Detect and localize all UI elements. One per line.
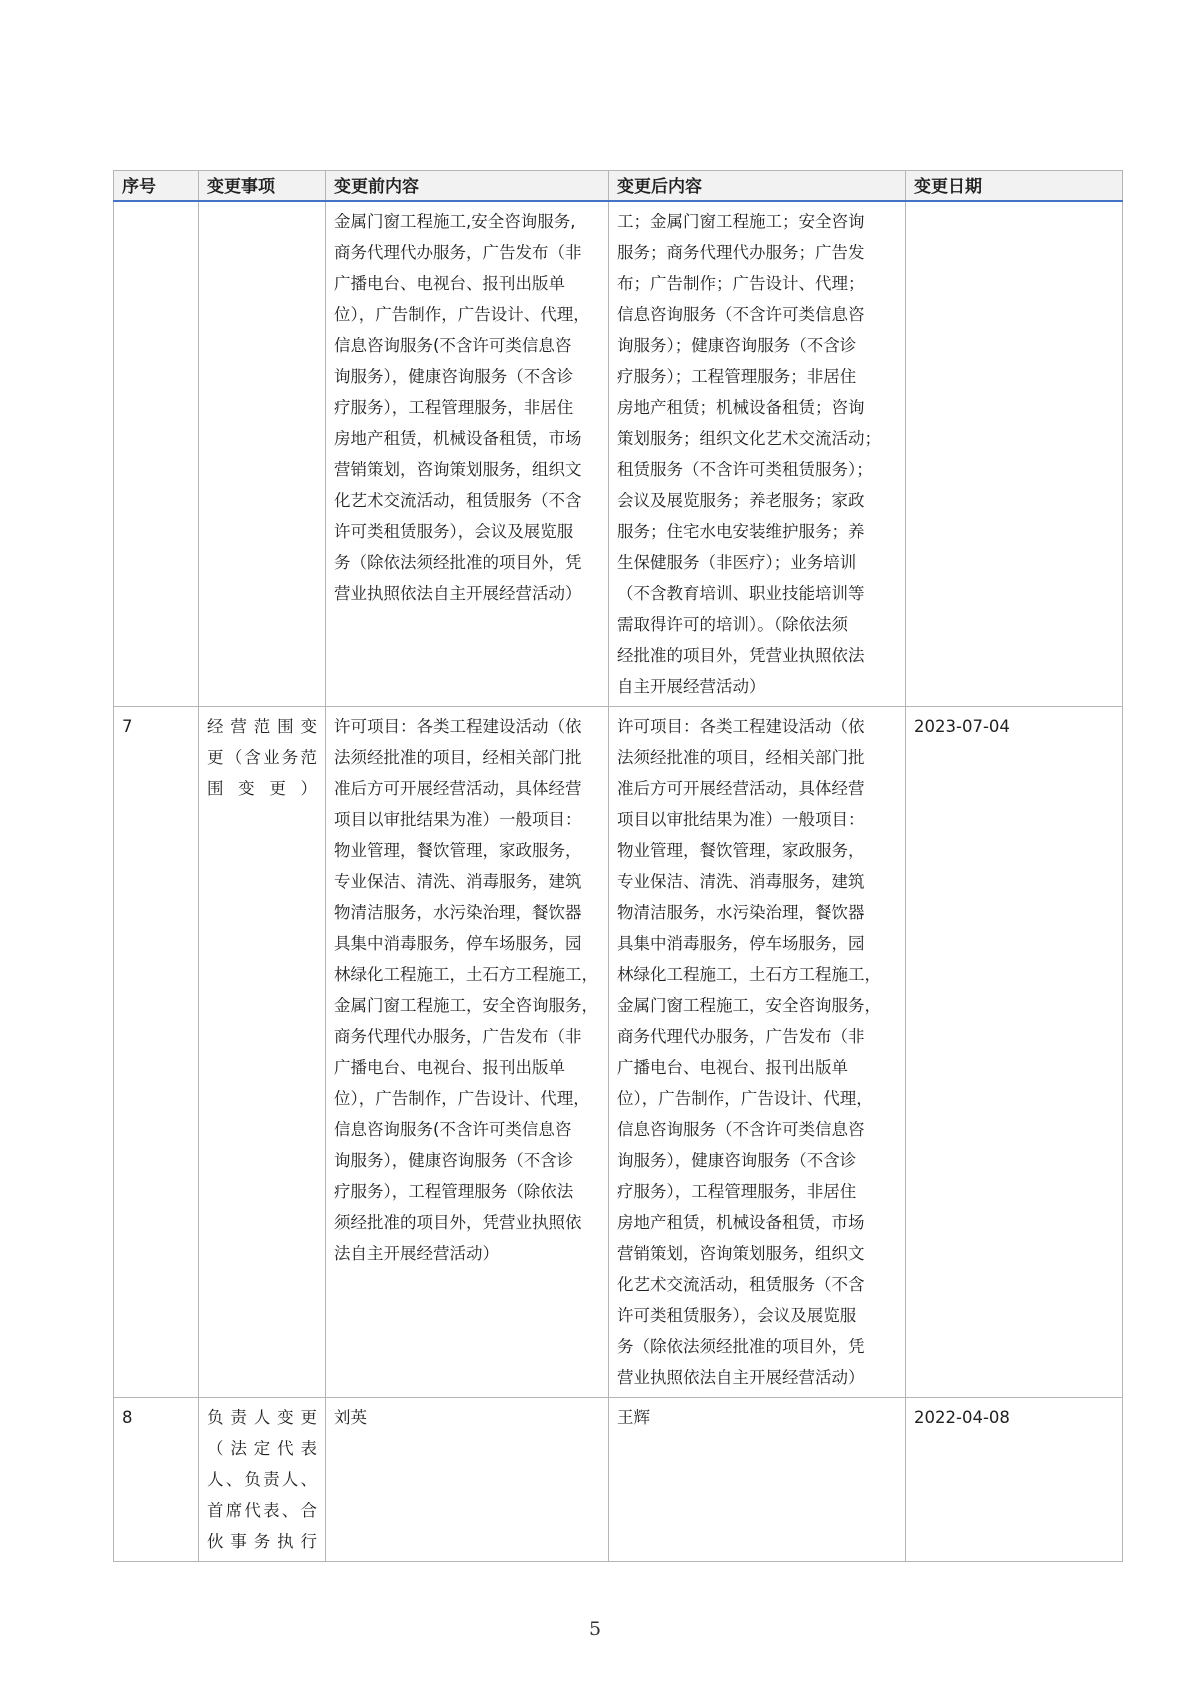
page-number: 5 bbox=[588, 1618, 602, 1640]
change-item-cell: 负责人变更 （法定代表 人、负责人、 首席代表、合 伙事务执行 bbox=[199, 1398, 326, 1562]
table-row bbox=[114, 201, 1123, 707]
table-row bbox=[114, 1398, 1123, 1562]
change-date-cell: 2023-07-04 bbox=[906, 707, 1123, 1398]
header-serial-number: 序号 bbox=[114, 171, 199, 202]
header-change-item: 变更事项 bbox=[199, 171, 326, 202]
header-change-date: 变更日期 bbox=[906, 171, 1123, 202]
change-date-cell: 2022-04-08 bbox=[906, 1398, 1123, 1562]
content-before-cell: 金属门窗工程施工,安全咨询服务, 商务代理代办服务，广告发布（非 广播电台、电视台、报刊出版单 位），广告制作，广告设计、代理， 信息咨询服务(不含许可类信息咨 询服务），健康咨询服务（不含诊 疗服务），工程管理服务，非居住 房地产租赁，机械设备租赁，市场 营销策划，咨询策划服务，组织文 化艺术交流活动，租赁服务（不含 许可类租赁服务），会议及展览服 务（除依法须经批准的项目外，凭 营业执照依法自主开展经营活动） bbox=[326, 201, 609, 707]
serial-number-cell bbox=[114, 201, 199, 707]
content-after-cell: 王辉 bbox=[609, 1398, 906, 1562]
change-record-table bbox=[113, 170, 1123, 1562]
serial-number-cell: 7 bbox=[114, 707, 199, 1398]
change-date-cell bbox=[906, 201, 1123, 707]
content-before-cell: 许可项目：各类工程建设活动（依 法须经批准的项目，经相关部门批 准后方可开展经营活动，具体经营 项目以审批结果为准）一般项目： 物业管理，餐饮管理，家政服务， 专业保洁、清洗、消毒服务，建筑 物清洁服务，水污染治理，餐饮器 具集中消毒服务，停车场服务，园 林绿化工程施工，土石方工程施工， 金属门窗工程施工，安全咨询服务， 商务代理代办服务，广告发布（非 广播电台、电视台、报刊出版单 位），广告制作，广告设计、代理， 信息咨询服务(不含许可类信息咨 询服务），健康咨询服务（不含诊 疗服务），工程管理服务（除依法 须经批准的项目外，凭营业执照依 法自主开展经营活动） bbox=[326, 707, 609, 1398]
serial-number-cell: 8 bbox=[114, 1398, 199, 1562]
content-before-cell: 刘英 bbox=[326, 1398, 609, 1562]
table-header-row bbox=[114, 171, 1123, 202]
table-row bbox=[114, 707, 1123, 1398]
header-content-before: 变更前内容 bbox=[326, 171, 609, 202]
header-content-after: 变更后内容 bbox=[609, 171, 906, 202]
change-item-cell bbox=[199, 201, 326, 707]
content-after-cell: 许可项目：各类工程建设活动（依 法须经批准的项目，经相关部门批 准后方可开展经营活动，具体经营 项目以审批结果为准）一般项目： 物业管理，餐饮管理，家政服务， 专业保洁、清洗、消毒服务，建筑 物清洁服务，水污染治理，餐饮器 具集中消毒服务，停车场服务，园 林绿化工程施工，土石方工程施工， 金属门窗工程施工，安全咨询服务， 商务代理代办服务，广告发布（非 广播电台、电视台、报刊出版单 位），广告制作，广告设计、代理， 信息咨询服务（不含许可类信息咨 询服务），健康咨询服务（不含诊 疗服务），工程管理服务，非居住 房地产租赁，机械设备租赁，市场 营销策划，咨询策划服务，组织文 化艺术交流活动，租赁服务（不含 许可类租赁服务），会议及展览服 务（除依法须经批准的项目外，凭 营业执照依法自主开展经营活动） bbox=[609, 707, 906, 1398]
change-item-cell: 经营范围变 更（含业务范 围变更） bbox=[199, 707, 326, 1398]
content-after-cell: 工；金属门窗工程施工；安全咨询 服务；商务代理代办服务；广告发 布；广告制作；广告设计、代理； 信息咨询服务（不含许可类信息咨 询服务）；健康咨询服务（不含诊 疗服务）；工程管理服务；非居住 房地产租赁；机械设备租赁；咨询 策划服务；组织文化艺术交流活动； 租赁服务（不含许可类租赁服务）； 会议及展览服务；养老服务；家政 服务；住宅水电安装维护服务；养 生保健服务（非医疗）；业务培训 （不含教育培训、职业技能培训等 需取得许可的培训）。（除依法须 经批准的项目外，凭营业执照依法 自主开展经营活动） bbox=[609, 201, 906, 707]
